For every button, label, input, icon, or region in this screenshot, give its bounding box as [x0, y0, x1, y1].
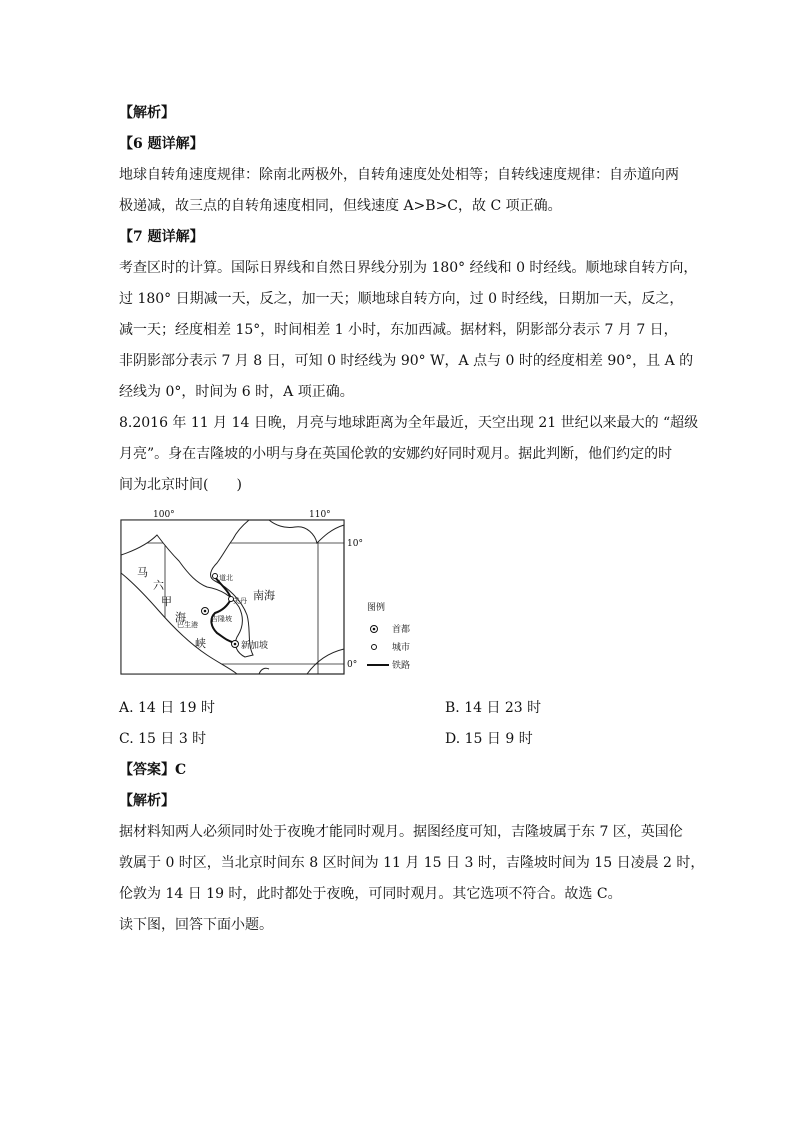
document-page	[119, 98, 705, 941]
city-marker-top	[213, 574, 218, 579]
singapore-label: 新加坡	[241, 641, 269, 651]
analysis-text-line: 据材料知两人必须同时处于夜晚才能同时观月。据图经度可知，吉隆坡属于东 7 区，英国伦	[119, 824, 683, 840]
option-c: C. 15 日 3 时	[119, 731, 207, 747]
lat-label-0: 0°	[347, 660, 358, 670]
option-b: B. 14 日 23 时	[445, 700, 542, 716]
lon-label-100: 100°	[153, 510, 175, 520]
analysis-heading: 【解析】	[119, 105, 175, 121]
legend-title: 图例	[367, 603, 386, 613]
capital-label: 吉隆坡	[211, 615, 232, 623]
q7-text-line: 非阴影部分表示 7 月 8 日，可知 0 时经线为 90° W，A 点与 0 时的经度相差 90°，且 A 的	[119, 353, 694, 369]
option-a: A. 14 日 19 时	[119, 700, 215, 716]
q7-heading: 【7 题详解】	[119, 229, 204, 245]
analysis-text-line: 伦敦为 14 日 19 时，此时都处于夜晚，可同时观月。其它选项不符合。故选 C。	[119, 886, 622, 902]
legend-railway-label: 铁路	[392, 661, 411, 671]
strait-char: 海	[175, 611, 186, 624]
q7-text-line: 减一天；经度相差 15°，时间相差 1 小时，东加西减。据材料，阴影部分表示 7 月 7 日，	[119, 322, 678, 338]
capital-marker-dot	[204, 610, 207, 613]
analysis-text-line: 读下图，回答下面小题。	[119, 917, 273, 933]
legend-capital-dot	[373, 628, 376, 631]
q7-text-line: 经线为 0°，时间为 6 时，A 项正确。	[119, 384, 354, 400]
q8-text-line: 月亮”。身在吉隆坡的小明与身在英国伦敦的安娜约好同时观月。据此判断，他们约定的时	[119, 446, 673, 462]
singapore-marker-dot	[234, 643, 237, 646]
analysis-heading-2: 【解析】	[119, 793, 175, 809]
analysis-text-line: 敦属于 0 时区，当北京时间东 8 区时间为 11 月 15 日 3 时，吉隆坡时间为 15 日凌晨 2 时，	[119, 855, 705, 871]
legend-city-label: 城市	[392, 643, 411, 653]
lat-label-10: 10°	[347, 539, 363, 549]
legend-city-symbol	[372, 645, 377, 650]
q6-text-line: 地球自转角速度规律：除南北两极外，自转角速度处处相等；自转线速度规律：自赤道向两	[119, 167, 679, 183]
option-d: D. 15 日 9 时	[445, 731, 533, 747]
q7-text-line: 过 180° 日期减一天，反之，加一天；顺地球自转方向，过 0 时经线，日期加一天，反之，	[119, 291, 684, 307]
south-sea-label: 南海	[253, 589, 275, 602]
map-legend	[367, 601, 410, 671]
q7-text-line: 考查区时的计算。国际日界线和自然日界线分别为 180° 经线和 0 时经线。顺地球自转方向，	[119, 260, 698, 276]
malay-peninsula-map	[119, 503, 419, 687]
strait-char: 峡	[195, 637, 206, 650]
q6-text-line: 极递减，故三点的自转角速度相同，但线速度 A>B>C，故 C 项正确。	[119, 198, 562, 214]
q8-text-line: 8.2016 年 11 月 14 日晚，月亮与地球距离为全年最近，天空出现 21 世纪以来最大的 “超级	[119, 415, 699, 431]
city-label-east: 关丹	[233, 597, 247, 605]
q6-heading: 【6 题详解】	[119, 136, 204, 152]
lon-label-110: 110°	[309, 510, 331, 520]
city-label-top: 道北	[219, 574, 233, 582]
port-label: 巴生港	[177, 621, 198, 629]
strait-char: 甲	[161, 595, 172, 608]
strait-char: 马	[137, 566, 148, 579]
strait-char: 六	[153, 579, 164, 592]
map-svg	[119, 503, 419, 687]
legend-capital-label: 首都	[392, 625, 411, 635]
q8-text-line: 间为北京时间( )	[119, 477, 242, 493]
answer-heading: 【答案】C	[119, 762, 187, 778]
answer-options	[119, 693, 679, 755]
